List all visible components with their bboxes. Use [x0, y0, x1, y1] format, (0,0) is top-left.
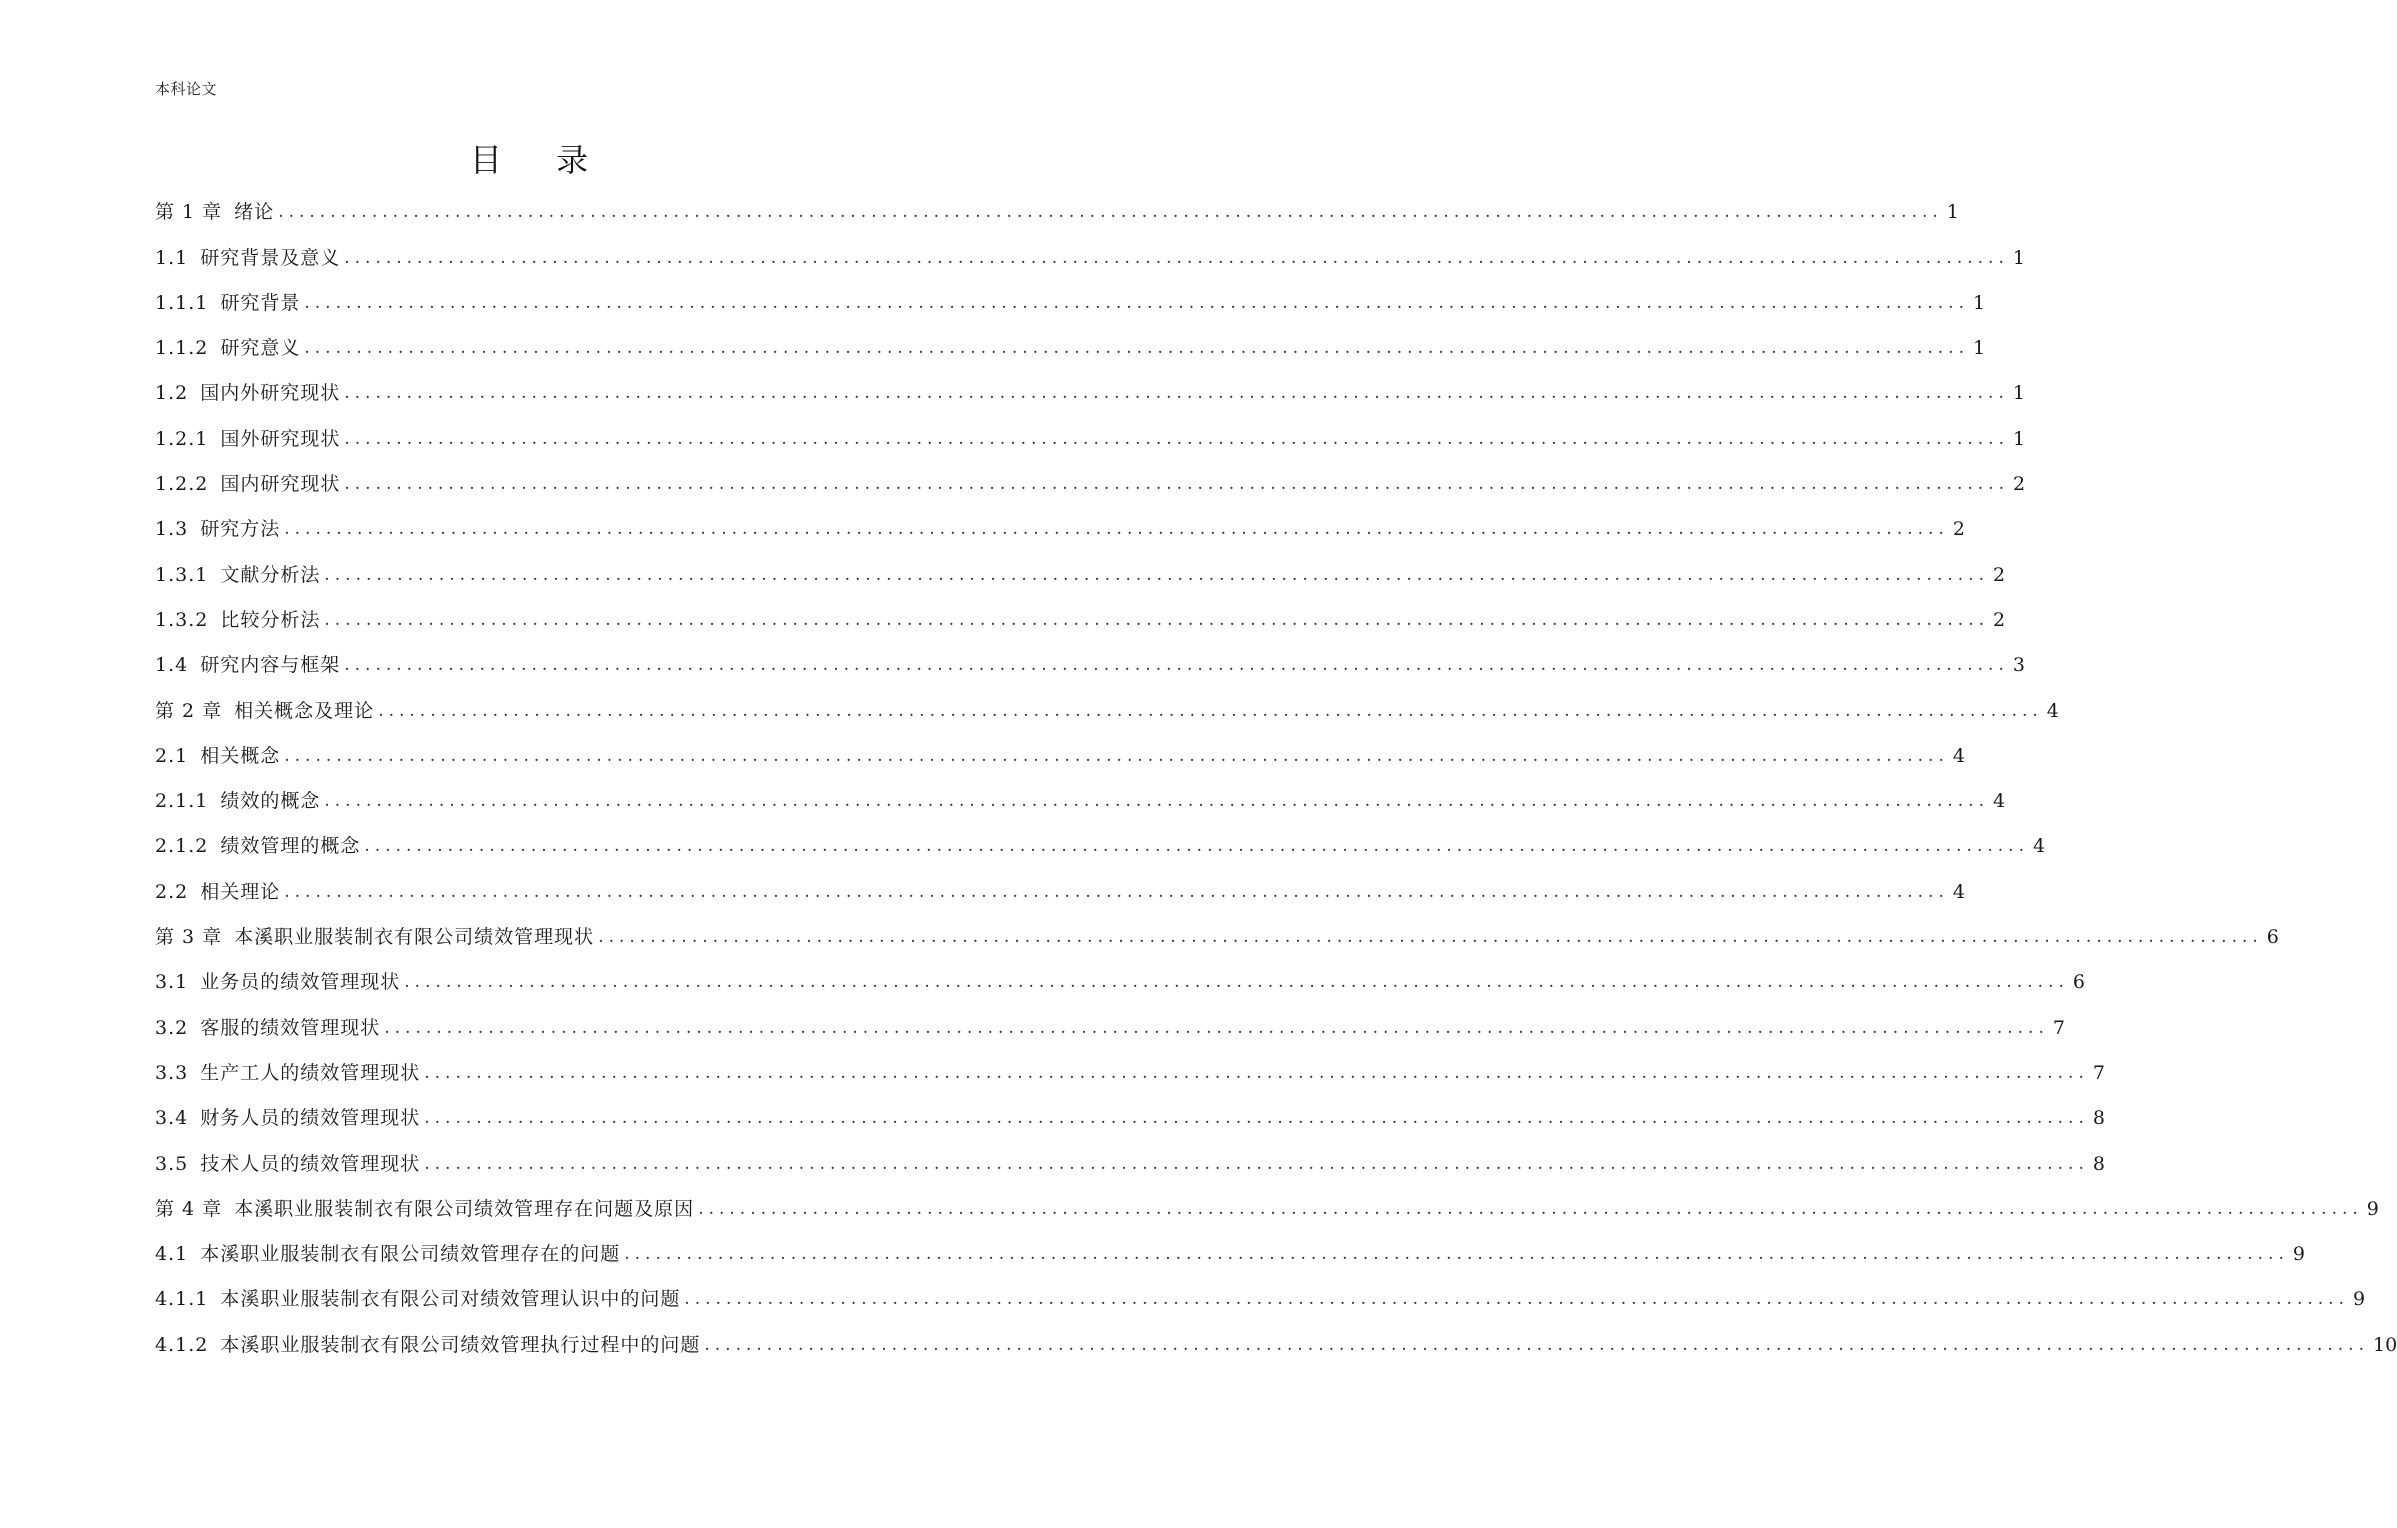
toc-entry[interactable] [155, 779, 2006, 824]
toc-entry-title: 研究内容与框架 [200, 654, 341, 677]
toc-dot-leader: ................................................................................................................................................................ [324, 609, 1989, 630]
toc-entry-number: 1.3.2 [155, 608, 209, 631]
toc-entry-number: 3.1 [155, 971, 189, 994]
toc-entry-title: 本溪职业服装制衣有限公司绩效管理存在的问题 [200, 1243, 621, 1266]
toc-entry-number: 3.5 [155, 1152, 189, 1175]
toc-entry-title: 绪论 [234, 201, 275, 224]
toc-title: 目 录 [469, 141, 611, 179]
toc-entry-title: 生产工人的绩效管理现状 [200, 1061, 421, 1084]
toc-entry-number: 1.1.1 [155, 291, 209, 314]
toc-entry[interactable] [155, 1232, 2305, 1277]
toc-entry[interactable] [155, 1051, 2105, 1096]
toc-dot-leader: ................................................................................................................................................................ [684, 1289, 2349, 1310]
toc-entry-number: 2.1 [155, 744, 189, 767]
toc-entry-page: 4 [1992, 790, 2006, 813]
toc-dot-leader: ................................................................................................................................................................ [344, 247, 2009, 268]
running-header: 本科论文 [155, 80, 218, 98]
toc-dot-leader: ................................................................................................................................................................ [344, 655, 2009, 676]
toc-dot-leader: ................................................................................................................................................................ [424, 1153, 2089, 1174]
toc-entry[interactable] [155, 598, 2006, 643]
toc-dot-leader: ................................................................................................................................................................ [424, 1062, 2089, 1083]
toc-dot-leader: ................................................................................................................................................................ [324, 791, 1989, 812]
toc-entry-title: 本溪职业服装制衣有限公司绩效管理执行过程中的问题 [220, 1333, 701, 1356]
toc-dot-leader: ................................................................................................................................................................ [344, 383, 2009, 404]
toc-entry[interactable] [155, 1277, 2366, 1322]
toc-entry[interactable] [155, 507, 1965, 552]
toc-entry-title: 研究方法 [200, 518, 281, 541]
toc-dot-leader: ................................................................................................................................................................ [624, 1244, 2289, 1265]
toc-entry-title: 相关理论 [200, 880, 281, 903]
toc-dot-leader: ................................................................................................................................................................ [324, 564, 1989, 585]
toc-dot-leader: ................................................................................................................................................................ [404, 972, 2069, 993]
toc-list [155, 190, 2397, 1368]
toc-entry-page: 6 [2266, 926, 2279, 949]
toc-entry-page: 9 [2366, 1197, 2379, 1220]
toc-entry-title: 研究背景及意义 [200, 246, 341, 269]
toc-entry[interactable] [155, 688, 2059, 733]
toc-entry-number: 4.1.1 [155, 1288, 209, 1311]
toc-entry-number: 2.1.1 [155, 790, 209, 813]
toc-entry[interactable] [155, 190, 1959, 235]
toc-dot-leader: ................................................................................................................................................................ [598, 927, 2263, 948]
toc-entry-number: 1.2.1 [155, 427, 209, 450]
toc-entry[interactable] [155, 960, 2085, 1005]
toc-entry-number: 第 3 章 [155, 926, 223, 949]
toc-entry-title: 技术人员的绩效管理现状 [200, 1152, 421, 1175]
toc-entry-page: 9 [2292, 1243, 2305, 1266]
toc-entry-title: 客服的绩效管理现状 [200, 1016, 381, 1039]
toc-entry[interactable] [155, 326, 1986, 371]
toc-entry-number: 4.1 [155, 1243, 189, 1266]
toc-entry-title: 本溪职业服装制衣有限公司绩效管理存在问题及原因 [234, 1197, 695, 1220]
toc-entry-title: 绩效的概念 [220, 790, 321, 813]
toc-entry-number: 第 4 章 [155, 1197, 223, 1220]
toc-entry[interactable] [155, 1141, 2105, 1186]
toc-entry[interactable] [155, 869, 1965, 914]
toc-entry-page: 1 [1972, 291, 1986, 314]
toc-entry-number: 1.3.1 [155, 563, 209, 586]
toc-entry-number: 1.1.2 [155, 337, 209, 360]
toc-entry[interactable] [155, 1187, 2379, 1232]
toc-entry-number: 1.1 [155, 246, 189, 269]
toc-dot-leader: ................................................................................................................................................................ [424, 1108, 2089, 1129]
toc-entry-page: 4 [1952, 880, 1965, 903]
toc-entry-page: 3 [2012, 654, 2025, 677]
toc-dot-leader: ................................................................................................................................................................ [364, 836, 2029, 857]
toc-entry[interactable] [155, 1005, 2065, 1050]
toc-entry[interactable] [155, 235, 2025, 280]
toc-entry-number: 第 2 章 [155, 699, 223, 722]
toc-entry-page: 2 [1952, 518, 1965, 541]
toc-entry[interactable] [155, 915, 2279, 960]
toc-entry-page: 2 [1992, 563, 2006, 586]
toc-entry-page: 4 [1952, 744, 1965, 767]
toc-entry[interactable] [155, 643, 2025, 688]
toc-entry-number: 4.1.2 [155, 1333, 209, 1356]
toc-entry-number: 1.3 [155, 518, 189, 541]
toc-entry-title: 业务员的绩效管理现状 [200, 971, 401, 994]
toc-entry[interactable] [155, 1322, 2397, 1367]
toc-entry-title: 本溪职业服装制衣有限公司绩效管理现状 [234, 926, 595, 949]
toc-entry-page: 1 [2012, 427, 2026, 450]
toc-entry-page: 4 [2032, 835, 2046, 858]
toc-dot-leader: ................................................................................................................................................................ [698, 1198, 2363, 1219]
toc-entry-page: 9 [2352, 1288, 2366, 1311]
toc-entry-title: 研究背景 [220, 291, 301, 314]
toc-entry-title: 国内外研究现状 [200, 382, 341, 405]
toc-dot-leader: ................................................................................................................................................................ [284, 519, 1949, 540]
toc-entry-page: 8 [2092, 1152, 2105, 1175]
toc-dot-leader: ................................................................................................................................................................ [284, 881, 1949, 902]
toc-entry-title: 比较分析法 [220, 608, 321, 631]
toc-dot-leader: ................................................................................................................................................................ [304, 292, 1969, 313]
toc-entry[interactable] [155, 552, 2006, 597]
toc-entry-number: 3.2 [155, 1016, 189, 1039]
toc-entry-title: 国外研究现状 [220, 427, 341, 450]
toc-entry[interactable] [155, 281, 1986, 326]
toc-dot-leader: ................................................................................................................................................................ [378, 700, 2043, 721]
toc-entry-number: 1.2 [155, 382, 189, 405]
toc-entry-page: 2 [2012, 473, 2026, 496]
toc-entry-page: 1 [2012, 382, 2025, 405]
toc-entry-page: 2 [1992, 608, 2006, 631]
toc-entry-number: 3.3 [155, 1061, 189, 1084]
toc-entry-title: 财务人员的绩效管理现状 [200, 1107, 421, 1130]
toc-entry-title: 研究意义 [220, 337, 301, 360]
toc-entry-number: 1.4 [155, 654, 189, 677]
toc-entry-page: 8 [2092, 1107, 2105, 1130]
toc-entry-title: 相关概念及理论 [234, 699, 375, 722]
toc-dot-leader: ................................................................................................................................................................ [284, 745, 1949, 766]
toc-entry[interactable] [155, 462, 2026, 507]
toc-entry-page: 7 [2092, 1061, 2105, 1084]
toc-dot-leader: ................................................................................................................................................................ [704, 1334, 2369, 1355]
toc-entry-title: 相关概念 [200, 744, 281, 767]
toc-dot-leader: ................................................................................................................................................................ [278, 202, 1943, 223]
toc-entry-page: 6 [2072, 971, 2085, 994]
toc-entry-number: 3.4 [155, 1107, 189, 1130]
toc-entry[interactable] [155, 734, 1965, 779]
toc-dot-leader: ................................................................................................................................................................ [344, 474, 2009, 495]
toc-entry-page: 1 [2012, 246, 2025, 269]
toc-entry-title: 文献分析法 [220, 563, 321, 586]
toc-entry-page: 7 [2052, 1016, 2065, 1039]
toc-entry-title: 绩效管理的概念 [220, 835, 361, 858]
toc-entry-number: 1.2.2 [155, 473, 209, 496]
toc-dot-leader: ................................................................................................................................................................ [344, 428, 2009, 449]
toc-entry[interactable] [155, 416, 2026, 461]
toc-entry[interactable] [155, 1096, 2105, 1141]
toc-entry[interactable] [155, 824, 2046, 869]
toc-dot-leader: ................................................................................................................................................................ [384, 1017, 2049, 1038]
toc-entry-number: 2.1.2 [155, 835, 209, 858]
toc-entry-page: 4 [2046, 699, 2059, 722]
toc-entry[interactable] [155, 371, 2025, 416]
toc-entry-page: 1 [1946, 201, 1959, 224]
toc-entry-page: 1 [1972, 337, 1986, 360]
toc-dot-leader: ................................................................................................................................................................ [304, 338, 1969, 359]
toc-entry-title: 国内研究现状 [220, 473, 341, 496]
toc-entry-number: 第 1 章 [155, 201, 223, 224]
toc-entry-number: 2.2 [155, 880, 189, 903]
toc-entry-title: 本溪职业服装制衣有限公司对绩效管理认识中的问题 [220, 1288, 681, 1311]
toc-entry-page: 10 [2372, 1333, 2397, 1356]
